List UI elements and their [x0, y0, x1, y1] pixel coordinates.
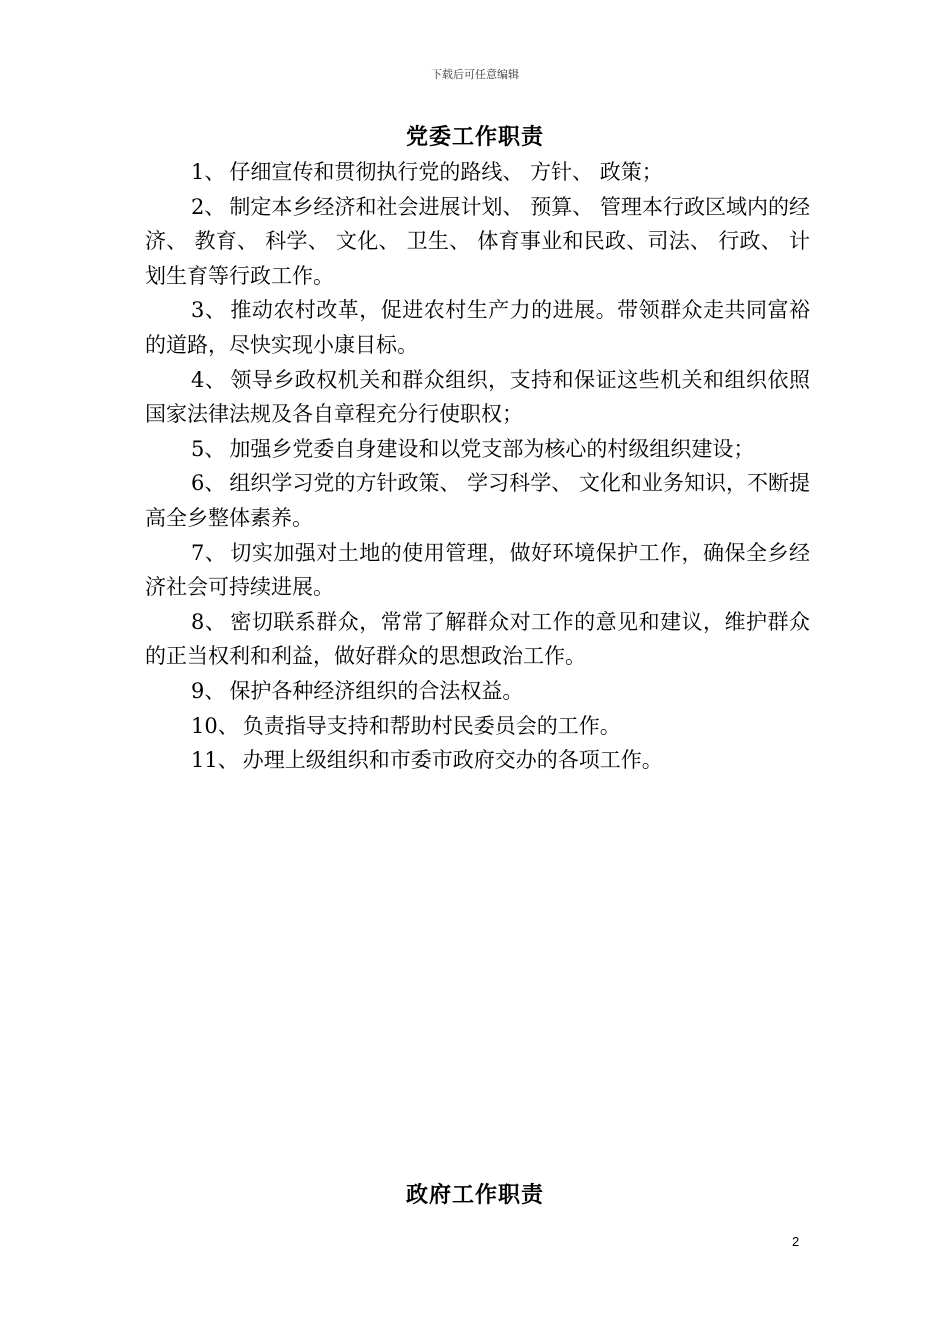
- item-text: 切实加强对土地的使用管理，做好环境保护工作，确保全乡经济社会可持续进展。: [145, 540, 810, 600]
- header-note: 下载后可任意编辑: [431, 68, 519, 81]
- duty-item: [145, 432, 810, 467]
- item-text: 办理上级组织和市委市政府交办的各项工作。: [242, 748, 663, 773]
- item-text: 推动农村改革，促进农村生产力的进展。带领群众走共同富裕的道路，尽快实现小康目标。: [145, 298, 810, 357]
- item-number: 4、: [191, 367, 227, 392]
- item-number: 5、: [191, 436, 226, 461]
- item-text: 密切联系群众，常常了解群众对工作的意见和建议，维护群众的正当权利和利益，做好群众的思想政治工作。: [145, 609, 810, 669]
- section-title-government: 政府工作职责: [405, 1183, 544, 1208]
- item-text: 制定本乡经济和社会进展计划、 预算、 管理本行政区域内的经济、 教育、 科学、 文化、 卫生、 体育事业和民政、司法、 行政、 计划生育等行政工作。: [145, 194, 810, 288]
- item-number: 6、: [191, 471, 226, 496]
- duty-item: [145, 466, 810, 535]
- duty-item: [145, 190, 810, 294]
- duty-item: [145, 536, 810, 605]
- duty-item: [145, 293, 810, 362]
- item-text: 仔细宣传和贯彻执行党的路线、 方针、 政策；: [229, 160, 663, 184]
- duty-list: [145, 155, 810, 778]
- item-text: 领导乡政权机关和群众组织，支持和保证这些机关和组织依照国家法律法规及各自章程充分行使职权；: [145, 367, 810, 427]
- item-number: 7、: [191, 540, 227, 565]
- duty-item: [145, 363, 810, 432]
- duty-item: [145, 674, 810, 709]
- item-number: 3、: [191, 298, 227, 323]
- duty-item: [145, 709, 810, 744]
- duty-item: [145, 605, 810, 674]
- item-text: 组织学习党的方针政策、 学习科学、 文化和业务知识，不断提高全乡整体素养。: [145, 471, 810, 530]
- item-text: 保护各种经济组织的合法权益。: [229, 678, 524, 703]
- item-text: 负责指导支持和帮助村民委员会的工作。: [242, 713, 621, 738]
- item-number: 10、: [191, 713, 239, 738]
- duty-item: [145, 743, 810, 778]
- item-number: 1、: [191, 160, 226, 184]
- item-text: 加强乡党委自身建设和以党支部为核心的村级组织建设；: [229, 436, 755, 461]
- page-number: 2: [792, 1234, 800, 1249]
- section-title-party-committee: 党委工作职责: [405, 125, 544, 150]
- item-number: 9、: [191, 678, 226, 703]
- duty-item: [145, 155, 810, 190]
- item-number: 2、: [191, 194, 226, 219]
- item-number: 8、: [191, 609, 227, 634]
- item-number: 11、: [191, 748, 239, 773]
